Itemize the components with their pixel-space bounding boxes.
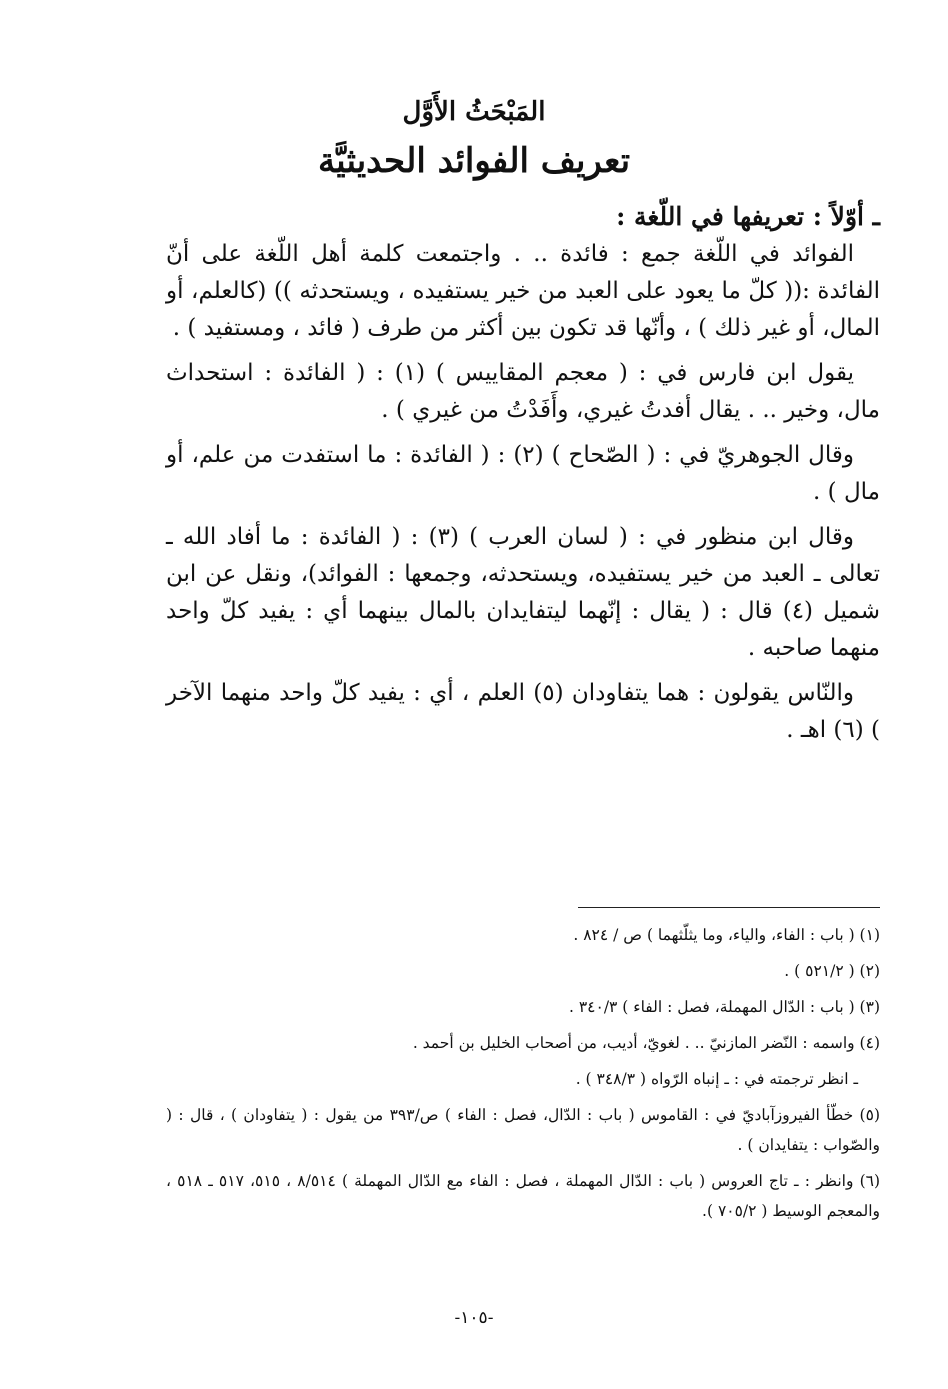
paragraph: يقول ابن فارس في : ( معجم المقاييس ) (١) : ( الفائدة : استحداث مال، وخير .. . يقال أفدتُ غيري، وأَفَدْتُ من غيري ) . xyxy=(166,360,880,423)
footnote: (٥) خطّأ الفيروزآباديّ في : القاموس ( باب : الدّال، فصل : الفاء ) ص/٣٩٣ من يقول : ( يتفاودان ) ، قال : ( والصّواب : يتفايدان ) . xyxy=(166,1106,880,1154)
paragraph: والنّاس يقولون : هما يتفاودان (٥) العلم ، أي : يفيد كلّ واحد منهما الآخر ) (٦) اهـ . xyxy=(166,680,880,743)
paragraph: وقال ابن منظور في : ( لسان العرب ) (٣) : ( الفائدة : ما أفاد الله ـ تعالى ـ العبد من خير يستفيده، ويستحدثه، وجمعها : الفوائد)، ونقل عن ابن شميل (٤) قال : ( يقال : إنّهما ليتفايدان بالمال بينهما أي : يفيد كلّ واحد منهما صاحبه . xyxy=(166,524,881,661)
footnote: (١) ( باب : الفاء، والياء، وما يثلّثهما ) ص / ٨٢٤ . xyxy=(573,926,880,944)
paragraph: الفوائد في اللّغة جمع : فائدة .. . واجتمعت كلمة أهل اللّغة على أنّ الفائدة :(( كلّ ما يعود على العبد من خير يستفيده ، ويستحدثه )) (كالعلم، أو المال، أو غير ذلك ) ، وأنّها قد تكون بين أكثر من طرف ( فائد ، ومستفيد ) . xyxy=(166,241,880,341)
footnotes xyxy=(166,920,880,1232)
footnote: (٢) ( ٥٢١/٢ ) . xyxy=(784,962,880,980)
page-number: -١٠٥- xyxy=(454,1308,494,1328)
body-text xyxy=(166,236,880,757)
footnote-separator xyxy=(578,907,880,908)
page-title: تعريف الفوائد الحديثيَّة xyxy=(317,141,631,181)
footnote: (٦) وانظر : ـ تاج العروس ( باب : الدّال المهملة ، فصل : الفاء مع الدّال المهملة ) ٨/٥١٤ ، ٥١٥، ٥١٧ ـ ٥١٨ ، والمعجم الوسيط ( ٧٠٥/٢ ). xyxy=(166,1172,881,1220)
footnote: (٣) ( باب : الدّال المهملة، فصل : الفاء ) ٣٤٠/٣ . xyxy=(568,998,880,1016)
footnote: ـ انظر ترجمته في : ـ إنباه الرّواه ( ٣٤٨/٣ ) . xyxy=(575,1070,858,1088)
section-heading: ـ أوّلاً : تعريفها في اللّغة : xyxy=(616,202,880,231)
chapter-heading: المَبْحَثُ الأَوَّل xyxy=(402,97,546,127)
paragraph: وقال الجوهريّ في : ( الصّحاح ) (٢) : ( الفائدة : ما استفدت من علم، أو مال ) . xyxy=(166,442,880,505)
footnote: (٤) واسمه : النّضر المازنيّ .. . لغويّ، أديب، من أصحاب الخليل بن أحمد . xyxy=(412,1034,880,1052)
